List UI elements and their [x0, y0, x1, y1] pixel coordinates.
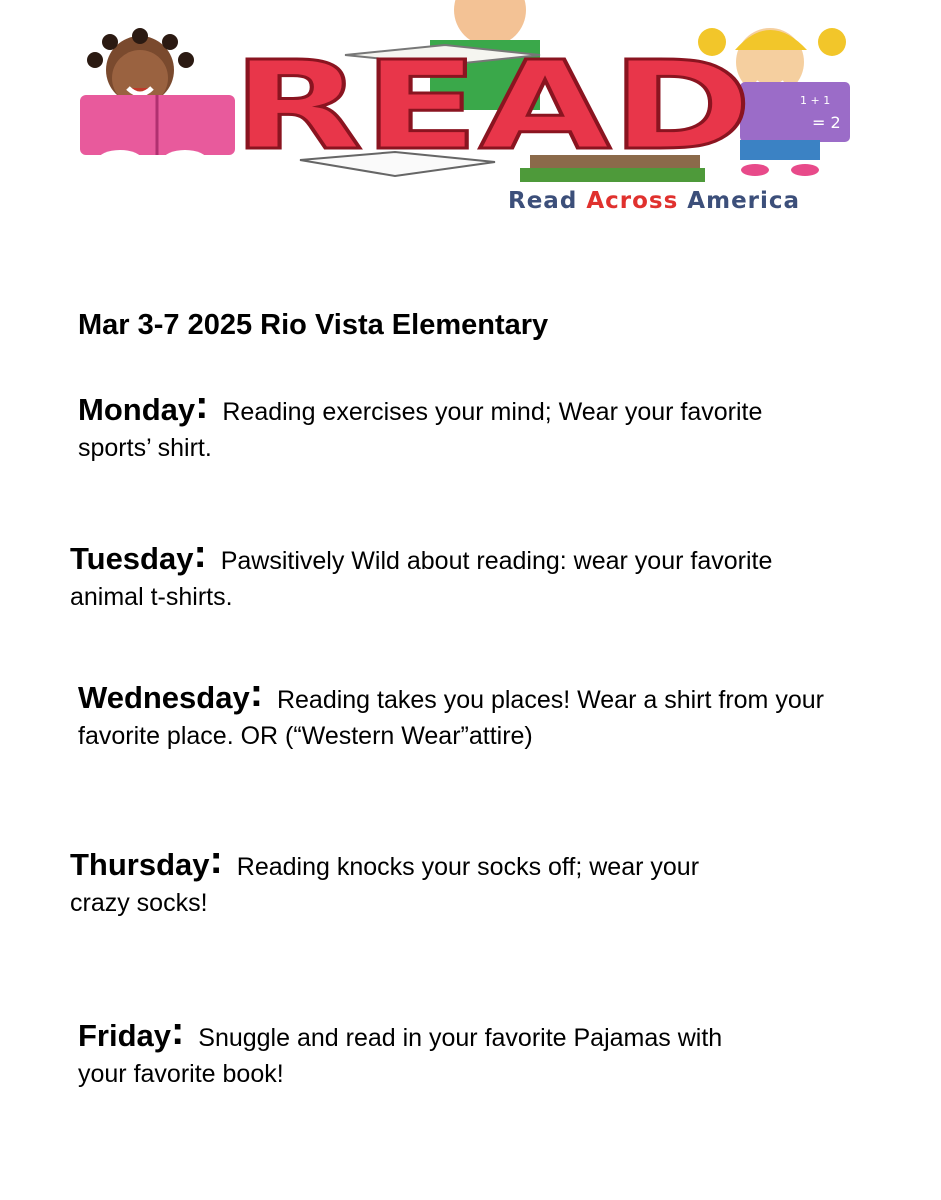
day-description-line-2: sports’ shirt. [78, 434, 212, 462]
day-description-line-1: Reading knocks your socks off; wear your [236, 853, 700, 881]
day-line-1 [78, 671, 824, 718]
event-title: Mar 3-7 2025 Rio Vista Elementary [78, 309, 549, 341]
day-monday [78, 383, 763, 466]
day-friday [78, 1009, 723, 1092]
girl-reading-illustration [80, 28, 235, 170]
day-colon: : [171, 1009, 185, 1053]
day-description-line-1: Pawsitively Wild about reading: wear your favorite [220, 547, 773, 575]
day-tuesday [70, 532, 773, 615]
day-name: Tuesday [70, 541, 194, 576]
day-name: Wednesday [78, 680, 250, 715]
day-name: Monday [78, 392, 196, 427]
read-across-america-banner [0, 0, 941, 230]
day-description-line-2: animal t-shirts. [70, 583, 233, 611]
read-across-america-tagline: Read Across America [508, 188, 801, 214]
day-description-line-1: Reading takes you places! Wear a shirt from your [276, 686, 824, 714]
day-description-line-2: your favorite book! [78, 1060, 284, 1088]
day-wednesday [78, 671, 824, 754]
day-line-1 [78, 383, 763, 430]
day-name: Thursday [70, 847, 210, 882]
day-name: Friday [78, 1018, 172, 1053]
read-logo-word: READ [232, 35, 752, 177]
day-colon: : [193, 532, 207, 576]
svg-text:1 + 1: 1 + 1 [800, 94, 831, 107]
day-description-line-1: Snuggle and read in your favorite Pajamas with [198, 1024, 723, 1052]
day-description-line-2: favorite place. OR (“Western Wear”attire) [78, 722, 533, 750]
day-colon: : [195, 383, 209, 427]
day-thursday [70, 838, 700, 921]
day-description-line-2: crazy socks! [70, 889, 208, 917]
day-line-1 [70, 838, 700, 885]
svg-text:= 2: = 2 [812, 113, 841, 132]
day-colon: : [249, 671, 264, 715]
day-line-1 [70, 532, 773, 579]
day-colon: : [209, 838, 223, 882]
day-description-line-1: Reading exercises your mind; Wear your favorite [222, 398, 763, 426]
day-line-1 [78, 1009, 723, 1056]
